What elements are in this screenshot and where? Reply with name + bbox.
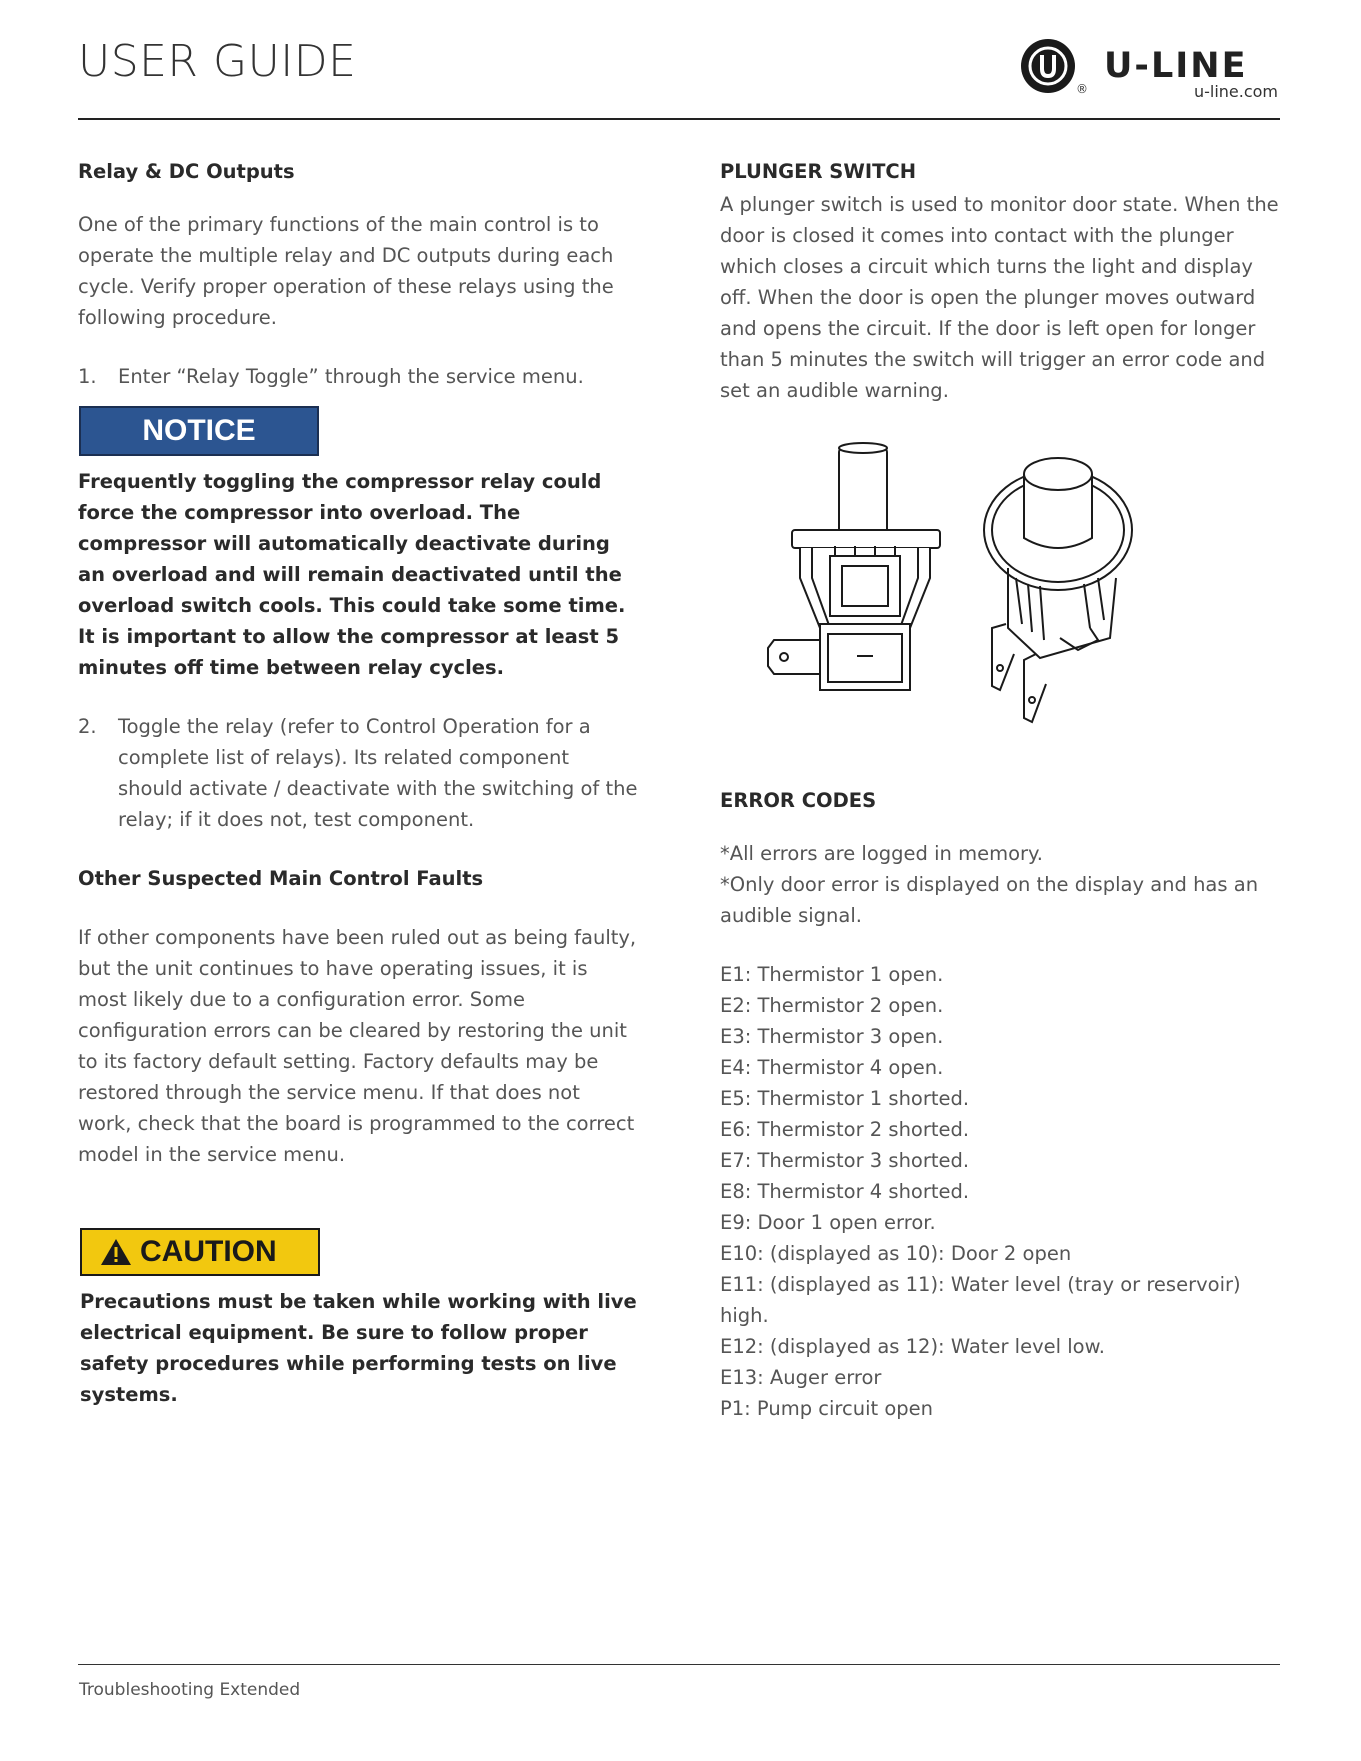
plunger-switch-drawing-icon bbox=[760, 428, 1180, 728]
list-item bbox=[78, 711, 638, 835]
faults-text: If other components have been ruled out as being faulty, but the unit continues to have operating issues, it is most likely due to a configuration error. Some configuration errors can be cleared by restoring the unit to its factory default setting. Factory defaults may be restored through the service menu. If that does not work, check that the board is programmed to the correct model in the service menu. bbox=[78, 926, 637, 1166]
caution-text: Precautions must be taken while working with live electrical equipment. Be sure to follow proper safety procedures while performing tests on live systems. bbox=[80, 1290, 637, 1406]
steps-list-2 bbox=[78, 711, 638, 835]
step-text: Toggle the relay (refer to Control Operation for a complete list of relays). Its related component should activate / deactivate with the switching of the relay; if it does not, test component. bbox=[118, 715, 638, 831]
list-item: E1: Thermistor 1 open. bbox=[720, 963, 944, 986]
errors-note-2: *Only door error is displayed on the display and has an audible signal. bbox=[720, 873, 1259, 927]
step-number: 1. bbox=[78, 365, 97, 388]
list-item: E2: Thermistor 2 open. bbox=[720, 994, 944, 1017]
relay-intro: One of the primary functions of the main control is to operate the multiple relay and DC outputs during each cycle. Verify proper operation of these relays using the following procedure. bbox=[78, 213, 614, 329]
list-item bbox=[78, 361, 638, 392]
caution-badge bbox=[80, 1228, 320, 1276]
footer-divider bbox=[78, 1664, 1280, 1665]
logo-wordmark: U-LINE bbox=[1104, 46, 1248, 86]
notice-badge: NOTICE bbox=[79, 406, 319, 456]
errors-note-1: *All errors are logged in memory. bbox=[720, 842, 1043, 865]
header-divider bbox=[78, 118, 1280, 120]
list-item: E5: Thermistor 1 shorted. bbox=[720, 1087, 970, 1110]
list-item: E6: Thermistor 2 shorted. bbox=[720, 1118, 970, 1141]
step-number: 2. bbox=[78, 715, 97, 738]
error-codes-list bbox=[720, 959, 1290, 1424]
list-item: E3: Thermistor 3 open. bbox=[720, 1025, 944, 1048]
caution-label: CAUTION bbox=[140, 1235, 277, 1268]
relay-heading: Relay & DC Outputs bbox=[78, 160, 295, 183]
list-item: E9: Door 1 open error. bbox=[720, 1211, 936, 1234]
plunger-switch-illustration bbox=[760, 428, 1180, 728]
plunger-text: A plunger switch is used to monitor door state. When the door is closed it comes into contact with the plunger which closes a circuit which turns the light and display off. When the door is open the plunger moves outward and opens the circuit. If the door is left open for longer than 5 minutes the switch will trigger an error code and set an audible warning. bbox=[720, 193, 1279, 402]
registered-mark: ® bbox=[1076, 82, 1088, 96]
warning-triangle-icon bbox=[100, 1237, 132, 1267]
list-item: E11: (displayed as 11): Water level (tray or reservoir) high. bbox=[720, 1273, 1241, 1327]
notice-text: Frequently toggling the compressor relay could force the compressor into overload. The compressor will automatically deactivate during an overload and will remain deactivated until the overload switch cools. This could take some time. It is important to allow the compressor at least 5 minutes off time between relay cycles. bbox=[78, 470, 626, 679]
errors-heading: ERROR CODES bbox=[720, 789, 877, 812]
left-column bbox=[78, 156, 638, 1410]
list-item: E12: (displayed as 12): Water level low. bbox=[720, 1335, 1105, 1358]
logo-url: u-line.com bbox=[1193, 82, 1278, 101]
brand-logo bbox=[1020, 38, 1280, 108]
list-item: E13: Auger error bbox=[720, 1366, 882, 1389]
u-line-logo-icon bbox=[1020, 38, 1076, 94]
step-text: Enter “Relay Toggle” through the service menu. bbox=[118, 365, 584, 388]
list-item: P1: Pump circuit open bbox=[720, 1397, 934, 1420]
list-item: E4: Thermistor 4 open. bbox=[720, 1056, 944, 1079]
page-title: USER GUIDE bbox=[78, 36, 357, 87]
list-item: E10: (displayed as 10): Door 2 open bbox=[720, 1242, 1072, 1265]
right-column bbox=[720, 156, 1290, 1424]
plunger-heading: PLUNGER SWITCH bbox=[720, 160, 917, 183]
list-item: E8: Thermistor 4 shorted. bbox=[720, 1180, 970, 1203]
faults-heading: Other Suspected Main Control Faults bbox=[78, 867, 484, 890]
steps-list-1 bbox=[78, 361, 638, 392]
list-item: E7: Thermistor 3 shorted. bbox=[720, 1149, 970, 1172]
footer-text: Troubleshooting Extended bbox=[79, 1680, 301, 1700]
